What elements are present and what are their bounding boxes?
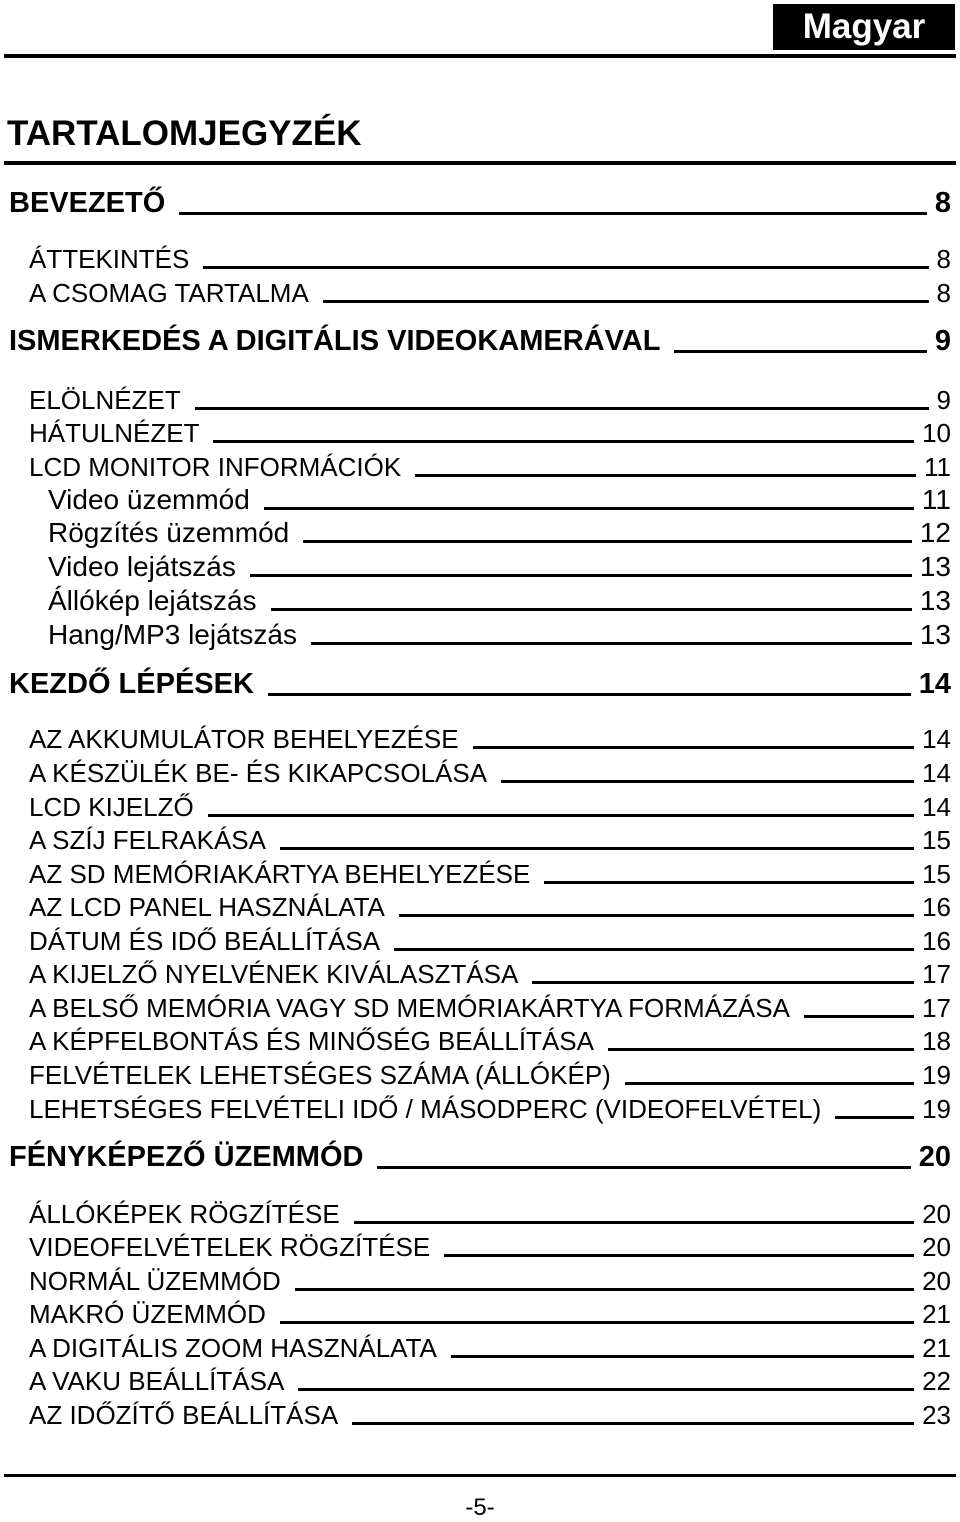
toc-entry-label: A CSOMAG TARTALMA — [29, 278, 309, 308]
toc-leader-line — [179, 212, 927, 215]
page-title: TARTALOMJEGYZÉK — [7, 114, 362, 153]
toc-leader-line — [311, 642, 912, 645]
toc-entry-page: 23 — [922, 1400, 951, 1430]
toc-leader-line — [303, 540, 912, 543]
toc-entry-page: 8 — [934, 187, 951, 219]
toc-entry-page: 15 — [922, 859, 951, 889]
toc-leader-line — [250, 574, 912, 577]
toc-leader-line — [451, 1355, 914, 1358]
toc-leader-line — [444, 1254, 914, 1257]
toc-entry-label: LEHETSÉGES FELVÉTELI IDŐ / MÁSODPERC (VIDEOFELVÉTEL) — [29, 1094, 822, 1124]
toc-entry-page: 19 — [922, 1094, 951, 1124]
toc-leader-line — [377, 1166, 910, 1169]
toc-leader-line — [268, 693, 911, 696]
toc-entry-label: AZ IDŐZÍTŐ BEÁLLÍTÁSA — [29, 1400, 339, 1430]
toc-leader-line — [544, 881, 914, 884]
toc-entry-page: 10 — [922, 418, 951, 448]
toc-leader-line — [295, 1288, 914, 1291]
toc-entry-label: NORMÁL ÜZEMMÓD — [29, 1266, 281, 1296]
toc-entry-label: AZ AKKUMULÁTOR BEHELYEZÉSE — [29, 724, 459, 754]
toc-entry-label: A BELSŐ MEMÓRIA VAGY SD MEMÓRIAKÁRTYA FORMÁZÁSA — [29, 993, 790, 1023]
toc-leader-line — [203, 266, 928, 269]
toc-entry-row[interactable] — [29, 1360, 951, 1398]
toc-leader-line — [835, 1116, 914, 1119]
toc-leader-line — [473, 746, 914, 749]
toc-entry-page: 14 — [922, 792, 951, 822]
toc-entry-label: ÁTTEKINTÉS — [29, 244, 190, 274]
toc-leader-line — [271, 608, 912, 611]
toc-leader-line — [323, 300, 929, 303]
toc-entry-label: A SZÍJ FELRAKÁSA — [29, 825, 266, 855]
toc-entry-label: KEZDŐ LÉPÉSEK — [9, 668, 254, 700]
toc-leader-line — [195, 407, 929, 410]
toc-entry-label: VIDEOFELVÉTELEK RÖGZÍTÉSE — [29, 1232, 431, 1262]
toc-leader-line — [415, 474, 916, 477]
language-badge: Magyar — [773, 4, 955, 50]
toc-entry-page: 11 — [921, 484, 951, 515]
toc-section-row[interactable] — [9, 322, 951, 360]
toc-entry-row[interactable] — [48, 512, 951, 550]
toc-entry-label: FÉNYKÉPEZŐ ÜZEMMÓD — [9, 1141, 364, 1173]
toc-entry-page: 21 — [922, 1333, 951, 1363]
toc-leader-line — [264, 507, 914, 510]
toc-entry-page: 16 — [922, 892, 951, 922]
toc-entry-row[interactable] — [29, 238, 951, 276]
toc-entry-label: BEVEZETŐ — [9, 187, 166, 219]
title-divider — [4, 161, 956, 165]
toc-entry-row[interactable] — [29, 1394, 951, 1432]
toc-leader-line — [208, 814, 914, 817]
toc-entry-page: 20 — [922, 1266, 951, 1296]
toc-leader-line — [354, 1221, 914, 1224]
toc-section-row[interactable] — [9, 665, 951, 703]
toc-entry-label: MAKRÓ ÜZEMMÓD — [29, 1299, 266, 1329]
toc-entry-label: LCD MONITOR INFORMÁCIÓK — [29, 452, 402, 482]
toc-entry-row[interactable] — [29, 718, 951, 756]
toc-entry-label: A DIGITÁLIS ZOOM HASZNÁLATA — [29, 1333, 437, 1363]
toc-entry-page: 9 — [934, 325, 951, 357]
toc-entry-row[interactable] — [29, 412, 951, 450]
toc-section-row[interactable] — [9, 184, 951, 222]
toc-entry-page: 16 — [922, 926, 951, 956]
toc-leader-line — [674, 350, 926, 353]
toc-entry-label: A KÉPFELBONTÁS ÉS MINŐSÉG BEÁLLÍTÁSA — [29, 1026, 594, 1056]
toc-entry-label: A KIJELZŐ NYELVÉNEK KIVÁLASZTÁSA — [29, 959, 519, 989]
toc-entry-page: 14 — [918, 668, 951, 700]
toc-entry-page: 17 — [922, 959, 951, 989]
toc-entry-label: DÁTUM ÉS IDŐ BEÁLLÍTÁSA — [29, 926, 381, 956]
toc-leader-line — [280, 847, 914, 850]
toc-entry-row[interactable] — [29, 886, 951, 924]
toc-entry-page: 18 — [922, 1026, 951, 1056]
toc-leader-line — [501, 780, 914, 783]
toc-entry-row[interactable] — [29, 1020, 951, 1058]
toc-entry-row[interactable] — [29, 819, 951, 857]
toc-entry-page: 21 — [922, 1299, 951, 1329]
toc-entry-page: 11 — [924, 452, 951, 482]
toc-leader-line — [804, 1015, 914, 1018]
toc-entry-page: 13 — [919, 585, 951, 616]
toc-entry-row[interactable] — [48, 580, 951, 618]
toc-entry-row[interactable] — [48, 546, 951, 584]
toc-entry-label: ELÖLNÉZET — [29, 385, 181, 415]
toc-entry-page: 20 — [918, 1141, 951, 1173]
toc-entry-label: A VAKU BEÁLLÍTÁSA — [29, 1366, 285, 1396]
toc-entry-page: 14 — [922, 724, 951, 754]
toc-entry-row[interactable] — [29, 1226, 951, 1264]
toc-entry-page: 8 — [936, 278, 951, 308]
toc-entry-row[interactable] — [29, 1293, 951, 1331]
toc-entry-page: 8 — [936, 244, 951, 274]
toc-entry-label: LCD KIJELZŐ — [29, 792, 194, 822]
toc-entry-label: AZ LCD PANEL HASZNÁLATA — [29, 892, 385, 922]
toc-entry-label: Rögzítés üzemmód — [48, 517, 290, 548]
toc-entry-row[interactable] — [29, 1054, 951, 1092]
toc-leader-line — [399, 914, 914, 917]
page-number: -5- — [465, 1494, 495, 1521]
toc-entry-label: Állókép lejátszás — [48, 585, 257, 616]
header-divider — [4, 54, 956, 58]
toc-entry-page: 14 — [922, 758, 951, 788]
toc-leader-line — [352, 1422, 914, 1425]
toc-leader-line — [625, 1082, 914, 1085]
toc-entry-page: 20 — [922, 1232, 951, 1262]
toc-entry-label: HÁTULNÉZET — [29, 418, 200, 448]
toc-entry-row[interactable] — [29, 1088, 951, 1126]
toc-section-row[interactable] — [9, 1138, 951, 1176]
toc-entry-page: 9 — [936, 385, 951, 415]
toc-leader-line — [280, 1321, 914, 1324]
toc-leader-line — [213, 440, 914, 443]
toc-entry-row[interactable] — [29, 272, 951, 310]
toc-entry-page: 20 — [922, 1199, 951, 1229]
toc-entry-row[interactable] — [48, 614, 951, 652]
toc-entry-page: 12 — [919, 517, 951, 548]
toc-entry-label: AZ SD MEMÓRIAKÁRTYA BEHELYEZÉSE — [29, 859, 531, 889]
toc-entry-label: Video lejátszás — [48, 551, 236, 582]
footer-divider — [4, 1474, 956, 1477]
toc-entry-label: A KÉSZÜLÉK BE- ÉS KIKAPCSOLÁSA — [29, 758, 488, 788]
toc-entry-label: Video üzemmód — [48, 484, 250, 515]
toc-entry-page: 17 — [922, 993, 951, 1023]
toc-leader-line — [532, 981, 914, 984]
toc-entry-page: 22 — [922, 1366, 951, 1396]
toc-entry-label: ÁLLÓKÉPEK RÖGZÍTÉSE — [29, 1199, 340, 1229]
toc-entry-row[interactable] — [29, 752, 951, 790]
toc-entry-label: FELVÉTELEK LEHETSÉGES SZÁMA (ÁLLÓKÉP) — [29, 1060, 611, 1090]
toc-entry-label: ISMERKEDÉS A DIGITÁLIS VIDEOKAMERÁVAL — [9, 325, 661, 357]
toc-entry-page: 19 — [922, 1060, 951, 1090]
toc-entry-row[interactable] — [29, 953, 951, 991]
toc-entry-label: Hang/MP3 lejátszás — [48, 619, 298, 650]
toc-entry-page: 13 — [919, 619, 951, 650]
toc-leader-line — [608, 1048, 914, 1051]
toc-leader-line — [298, 1388, 914, 1391]
toc-leader-line — [394, 948, 914, 951]
toc-entry-page: 13 — [919, 551, 951, 582]
toc-entry-page: 15 — [922, 825, 951, 855]
